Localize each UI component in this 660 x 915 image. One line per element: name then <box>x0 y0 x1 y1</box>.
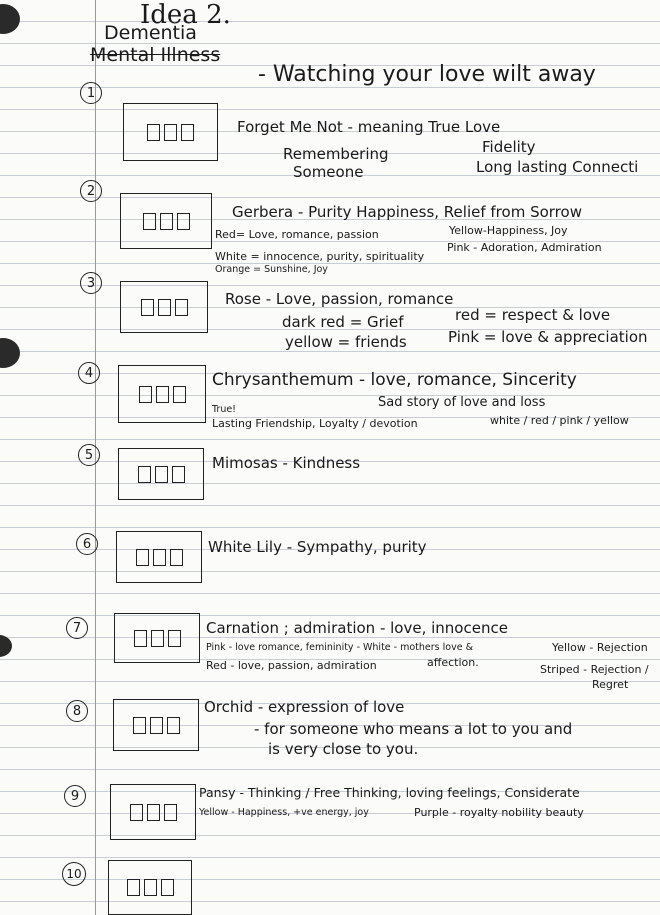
item-text: Purple - royalty nobility beauty <box>414 806 584 819</box>
item-text: Pink - love romance, femininity - White - mothers love & <box>206 642 473 653</box>
sketch-frame <box>108 860 192 915</box>
item-number: 7 <box>66 617 88 639</box>
theme-text: - Watching your love wilt away <box>258 62 596 87</box>
item-text: Yellow - Rejection <box>552 641 648 654</box>
item-number: 3 <box>80 272 102 294</box>
sketch-frame <box>123 103 218 161</box>
item-number: 6 <box>76 533 98 555</box>
sketch-frame <box>113 699 199 751</box>
item-text: Red - love, passion, admiration <box>206 659 377 672</box>
item-text: Pansy - Thinking / Free Thinking, loving feelings, Considerate <box>199 785 580 800</box>
item-text: Sad story of love and loss <box>378 395 546 410</box>
sketch-frame <box>120 193 212 249</box>
idea-heading: Idea 2. <box>140 0 231 30</box>
item-text: Forget Me Not - meaning True Love <box>237 118 501 136</box>
item-text: Yellow - Happiness, +ve energy, joy <box>199 807 369 818</box>
sketch-frame <box>116 531 202 583</box>
sketch-frame <box>118 365 206 423</box>
item-number: 2 <box>80 180 102 202</box>
item-text: Lasting Friendship, Loyalty / devotion <box>212 417 418 430</box>
item-number: 4 <box>78 362 100 384</box>
item-text: Fidelity <box>482 138 536 156</box>
item-text: Orchid - expression of love <box>204 698 405 716</box>
item-text: is very close to you. <box>268 740 419 758</box>
item-text: Striped - Rejection / <box>540 663 649 676</box>
item-text: red = respect & love <box>455 306 611 324</box>
item-text: Pink = love & appreciation <box>448 328 648 346</box>
item-number: 9 <box>64 785 86 807</box>
item-text: Carnation ; admiration - love, innocence <box>206 619 508 637</box>
sketch-frame <box>110 784 196 840</box>
punch-hole <box>0 635 12 657</box>
subtitle-crossed: Mental Illness <box>90 44 221 66</box>
punch-hole <box>0 4 20 34</box>
item-text: - for someone who means a lot to you and <box>254 720 573 738</box>
item-text: Mimosas - Kindness <box>212 454 361 472</box>
item-text: Yellow-Happiness, Joy <box>449 224 568 237</box>
topic-heading: Dementia <box>104 22 197 44</box>
item-number: 5 <box>78 444 100 466</box>
sketch-frame <box>114 613 200 663</box>
item-text: Red= Love, romance, passion <box>215 228 379 241</box>
item-text: Long lasting Connecti <box>476 158 639 176</box>
item-text: affection. <box>427 656 479 669</box>
item-text: True! <box>212 404 236 415</box>
item-text: White Lily - Sympathy, purity <box>208 538 427 556</box>
item-text: Remembering <box>283 145 389 163</box>
item-text: Pink - Adoration, Admiration <box>447 241 602 254</box>
item-text: Rose - Love, passion, romance <box>225 290 454 308</box>
item-text: Regret <box>592 678 629 691</box>
item-text: Chrysanthemum - love, romance, Sincerity <box>212 370 577 390</box>
sketch-frame <box>118 448 204 500</box>
item-number: 8 <box>66 700 88 722</box>
item-number: 10 <box>62 862 86 886</box>
item-number: 1 <box>80 82 102 104</box>
item-text: yellow = friends <box>285 333 407 351</box>
item-text: Someone <box>293 163 364 181</box>
item-text: White = innocence, purity, spirituality <box>215 250 425 263</box>
item-text: dark red = Grief <box>282 313 404 331</box>
item-text: Orange = Sunshine, Joy <box>215 264 328 275</box>
sketch-frame <box>120 281 208 333</box>
item-text: white / red / pink / yellow <box>490 414 629 427</box>
punch-hole <box>0 338 20 368</box>
item-text: Gerbera - Purity Happiness, Relief from Sorrow <box>232 203 582 221</box>
